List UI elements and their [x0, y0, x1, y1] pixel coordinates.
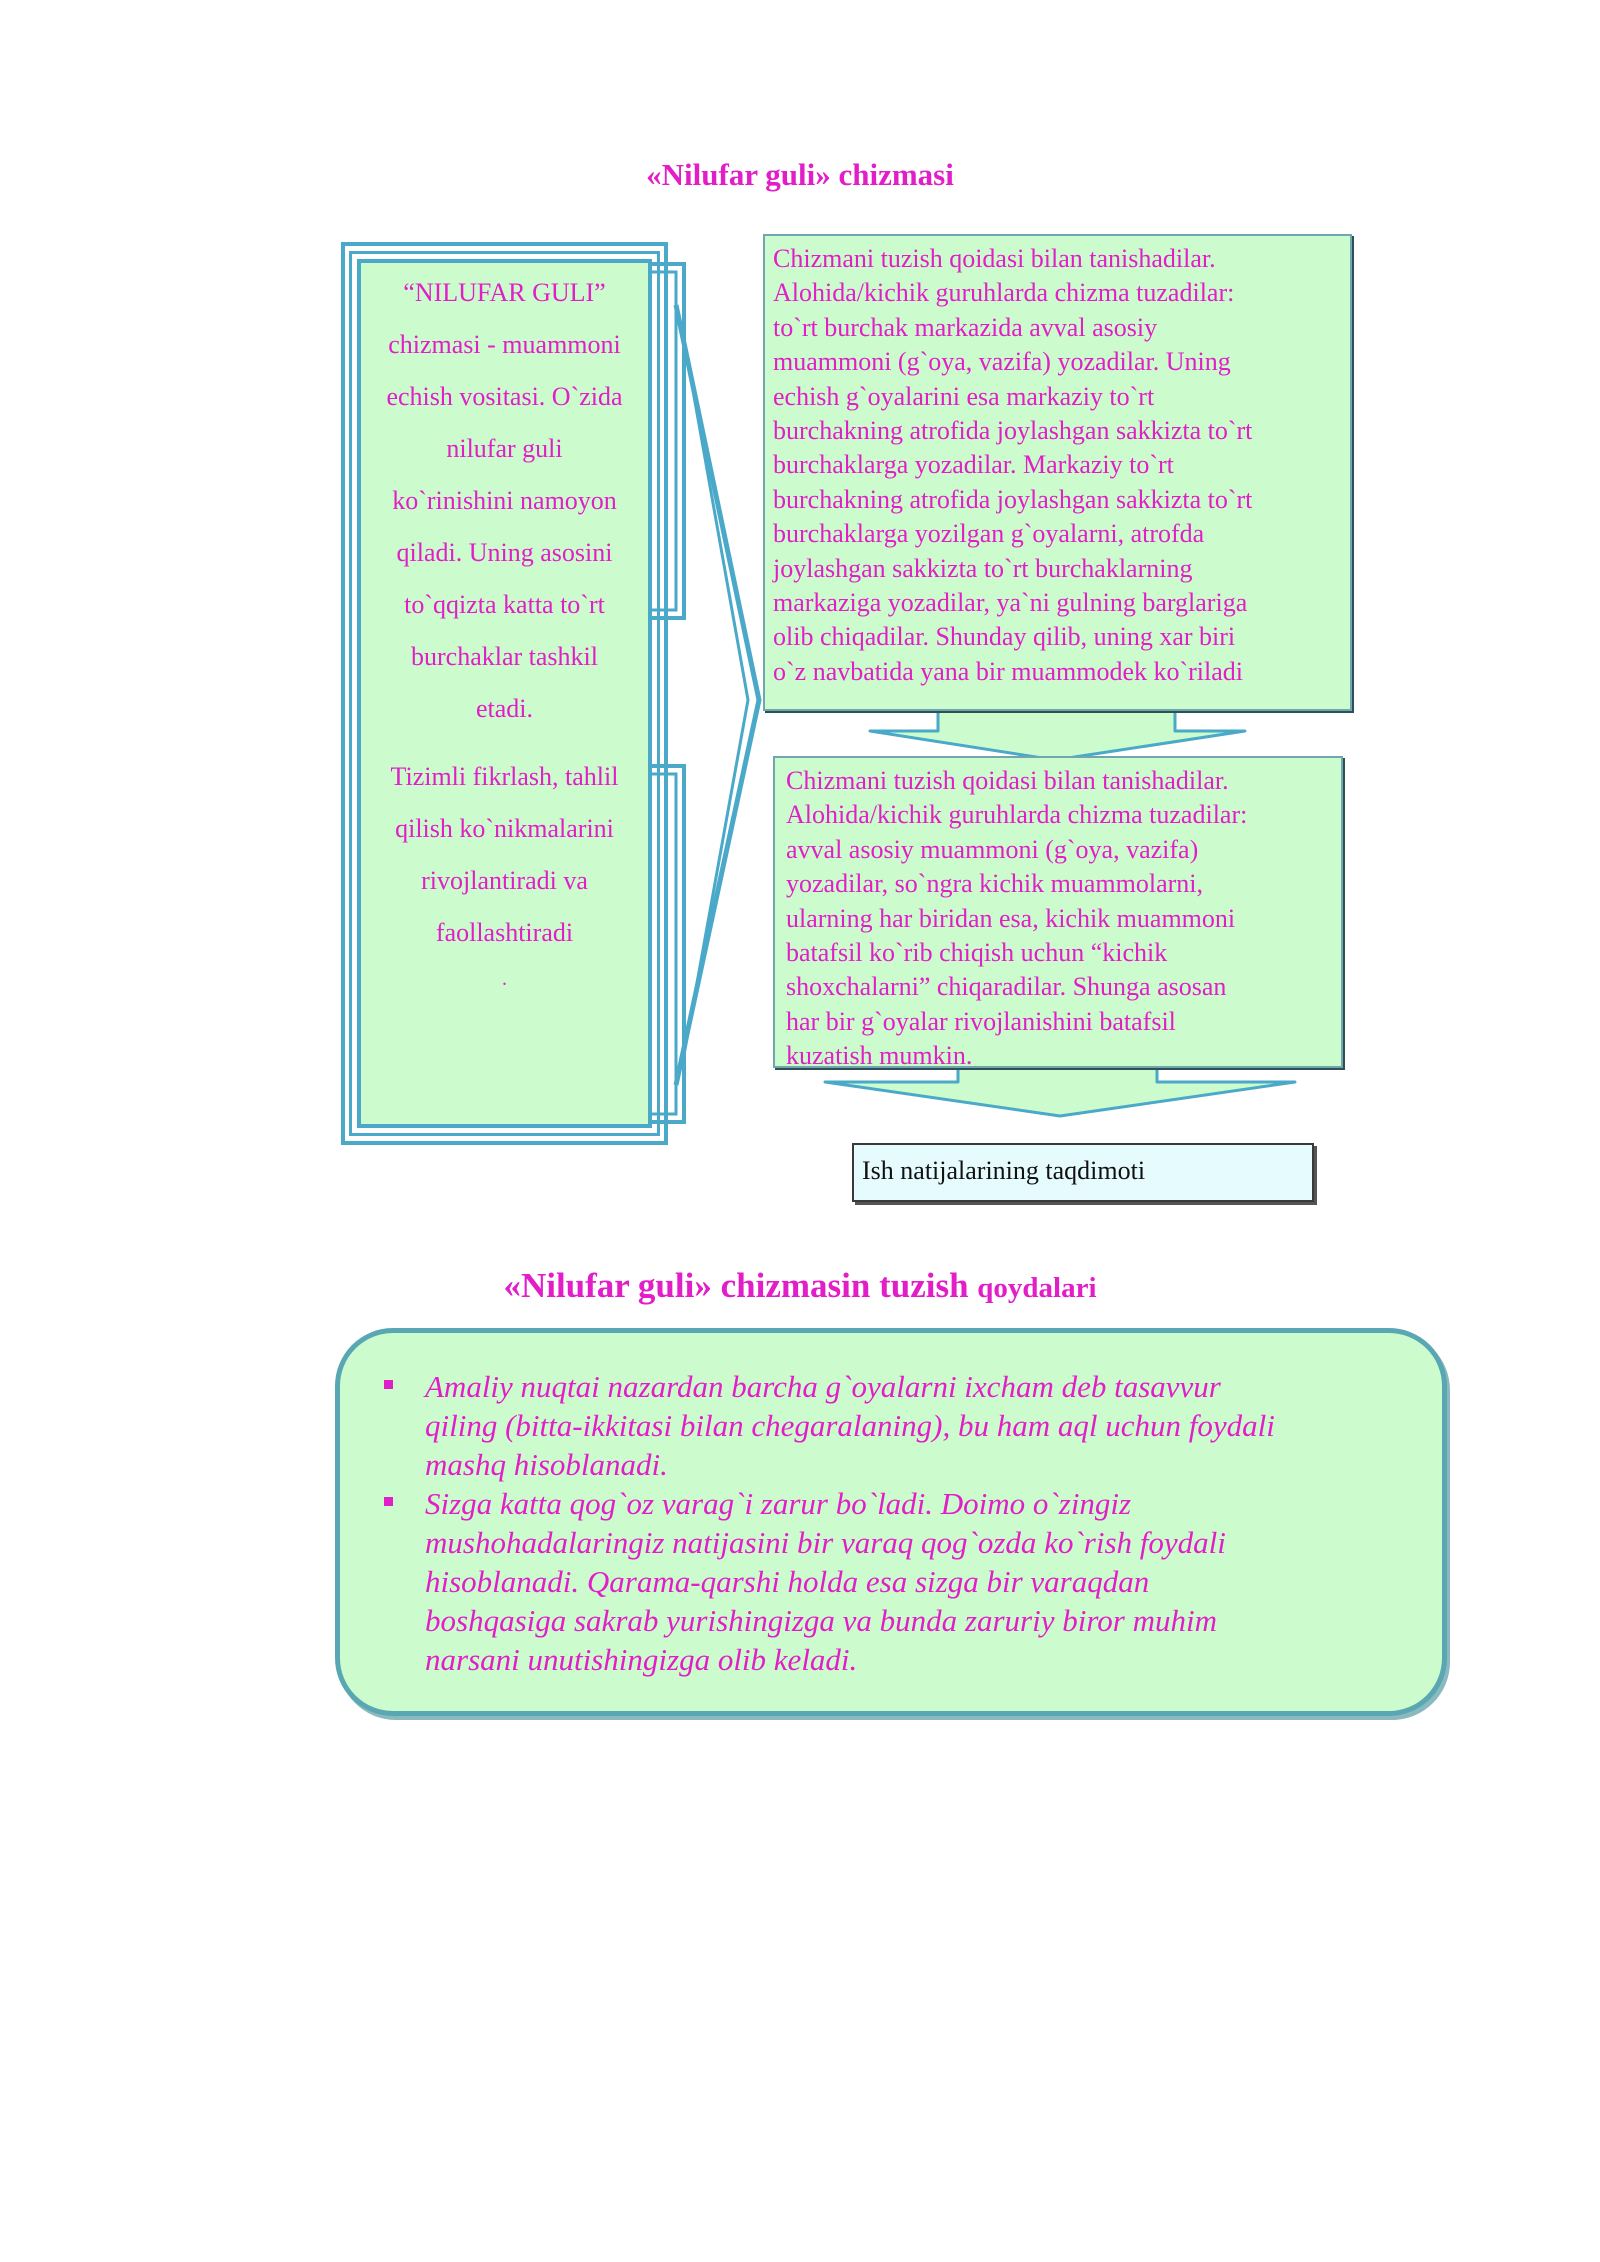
text-line: faollashtiradi	[435, 918, 574, 947]
step-box-1	[763, 234, 1352, 711]
text-line: nilufar guli	[446, 434, 563, 463]
text-line: har bir g`oyalar rivojlanishini batafsil	[786, 1006, 1176, 1036]
result-text: Ish natijalarining taqdimoti	[862, 1156, 1146, 1185]
text-line: Sizga katta qog`oz varag`i zarur bo`ladi. Doimo o`zingiz	[425, 1486, 1132, 1521]
text-line: hisoblanadi. Qarama-qarshi holda esa sizga bir varaqdan	[425, 1564, 1150, 1599]
text-line: burchaklarga yozadilar. Markaziy to`rt	[773, 450, 1174, 480]
left-bracket-bars	[652, 264, 684, 1122]
text-line: shoxchalarni” chiqaradilar. Shunga asosan	[786, 972, 1227, 1002]
text-line: ko`rinishini namoyon	[392, 486, 617, 515]
text-line: Amaliy nuqtai nazardan barcha g`oyalarni ixcham deb tasavvur	[425, 1369, 1221, 1404]
text-line: Alohida/kichik guruhlarda chizma tuzadilar:	[786, 800, 1248, 830]
text-line: mashq hisoblanadi.	[425, 1447, 668, 1482]
text-line: o`z navbatida yana bir muammodek ko`riladi	[773, 656, 1244, 686]
text-line: echish g`oyalarini esa markaziy to`rt	[773, 381, 1155, 411]
left-panel-dot: .	[502, 968, 507, 990]
text-line: echish vositasi. O`zida	[386, 382, 623, 411]
text-line: qiling (bitta-ikkitasi bilan chegaralaning), bu ham aql uchun foydali	[425, 1408, 1275, 1443]
text-line: boshqasiga sakrab yurishingizga va bunda zaruriy biror muhim	[425, 1603, 1217, 1638]
text-line: to`rt burchak markazida avval asosiy	[773, 312, 1158, 342]
step-box-2	[773, 756, 1343, 1071]
text-line: chizmasi - muammoni	[388, 330, 621, 359]
down-arrow-1	[870, 711, 1245, 760]
rules-title-main: «Nilufar guli» chizmasin tuzish	[503, 1266, 969, 1305]
text-line: burchaklar tashkil	[411, 642, 598, 671]
text-line: mushohadalaringiz natijasini bir varaq qog`ozda ko`rish foydali	[425, 1525, 1226, 1560]
text-line: markaziga yozadilar, ya`ni gulning barglariga	[773, 588, 1248, 618]
text-line: narsani unutishingizga olib keladi.	[425, 1642, 858, 1677]
text-line: muammoni (g`oya, vazifa) yozadilar. Uning	[773, 347, 1231, 377]
text-line: joylashgan sakkizta to`rt burchaklarning	[773, 553, 1193, 583]
text-line: to`qqizta katta to`rt	[404, 590, 605, 619]
text-line: Alohida/kichik guruhlarda chizma tuzadilar:	[773, 278, 1235, 308]
text-line: ularning har biridan esa, kichik muammoni	[786, 903, 1236, 933]
text-line: Chizmani tuzish qoidasi bilan tanishadilar.	[786, 766, 1229, 795]
text-line: Tizimli fikrlash, tahlil	[390, 762, 619, 791]
text-line: kuzatish mumkin.	[786, 1041, 973, 1071]
text-line: Chizmani tuzish qoidasi bilan tanishadilar.	[773, 244, 1216, 273]
text-line: rivojlantiradi va	[421, 866, 588, 895]
text-line: qilish ko`nikmalarini	[395, 814, 614, 843]
text-line: “NILUFAR GULI”	[403, 278, 606, 307]
text-line: batafsil ko`rib chiqish uchun “kichik	[786, 938, 1168, 968]
rules-title-suffix: qoydalari	[977, 1272, 1097, 1304]
diagram-title: «Nilufar guli» chizmasi	[646, 157, 954, 192]
text-line: burchakning atrofida joylashgan sakkizta to`rt	[773, 484, 1253, 514]
right-chevron-arrow	[676, 305, 759, 1085]
text-line: burchaklarga yozilgan g`oyalarni, atrofda	[773, 519, 1205, 549]
text-line: burchakning atrofida joylashgan sakkizta to`rt	[773, 416, 1253, 446]
text-line: etadi.	[475, 694, 534, 723]
text-line: yozadilar, so`ngra kichik muammolarni,	[786, 869, 1204, 899]
text-line: qiladi. Uning asosini	[396, 538, 613, 567]
text-line: avval asosiy muammoni (g`oya, vazifa)	[786, 834, 1199, 864]
result-box	[852, 1143, 1314, 1202]
text-line: olib chiqadilar. Shunday qilib, uning xar biri	[773, 622, 1236, 652]
